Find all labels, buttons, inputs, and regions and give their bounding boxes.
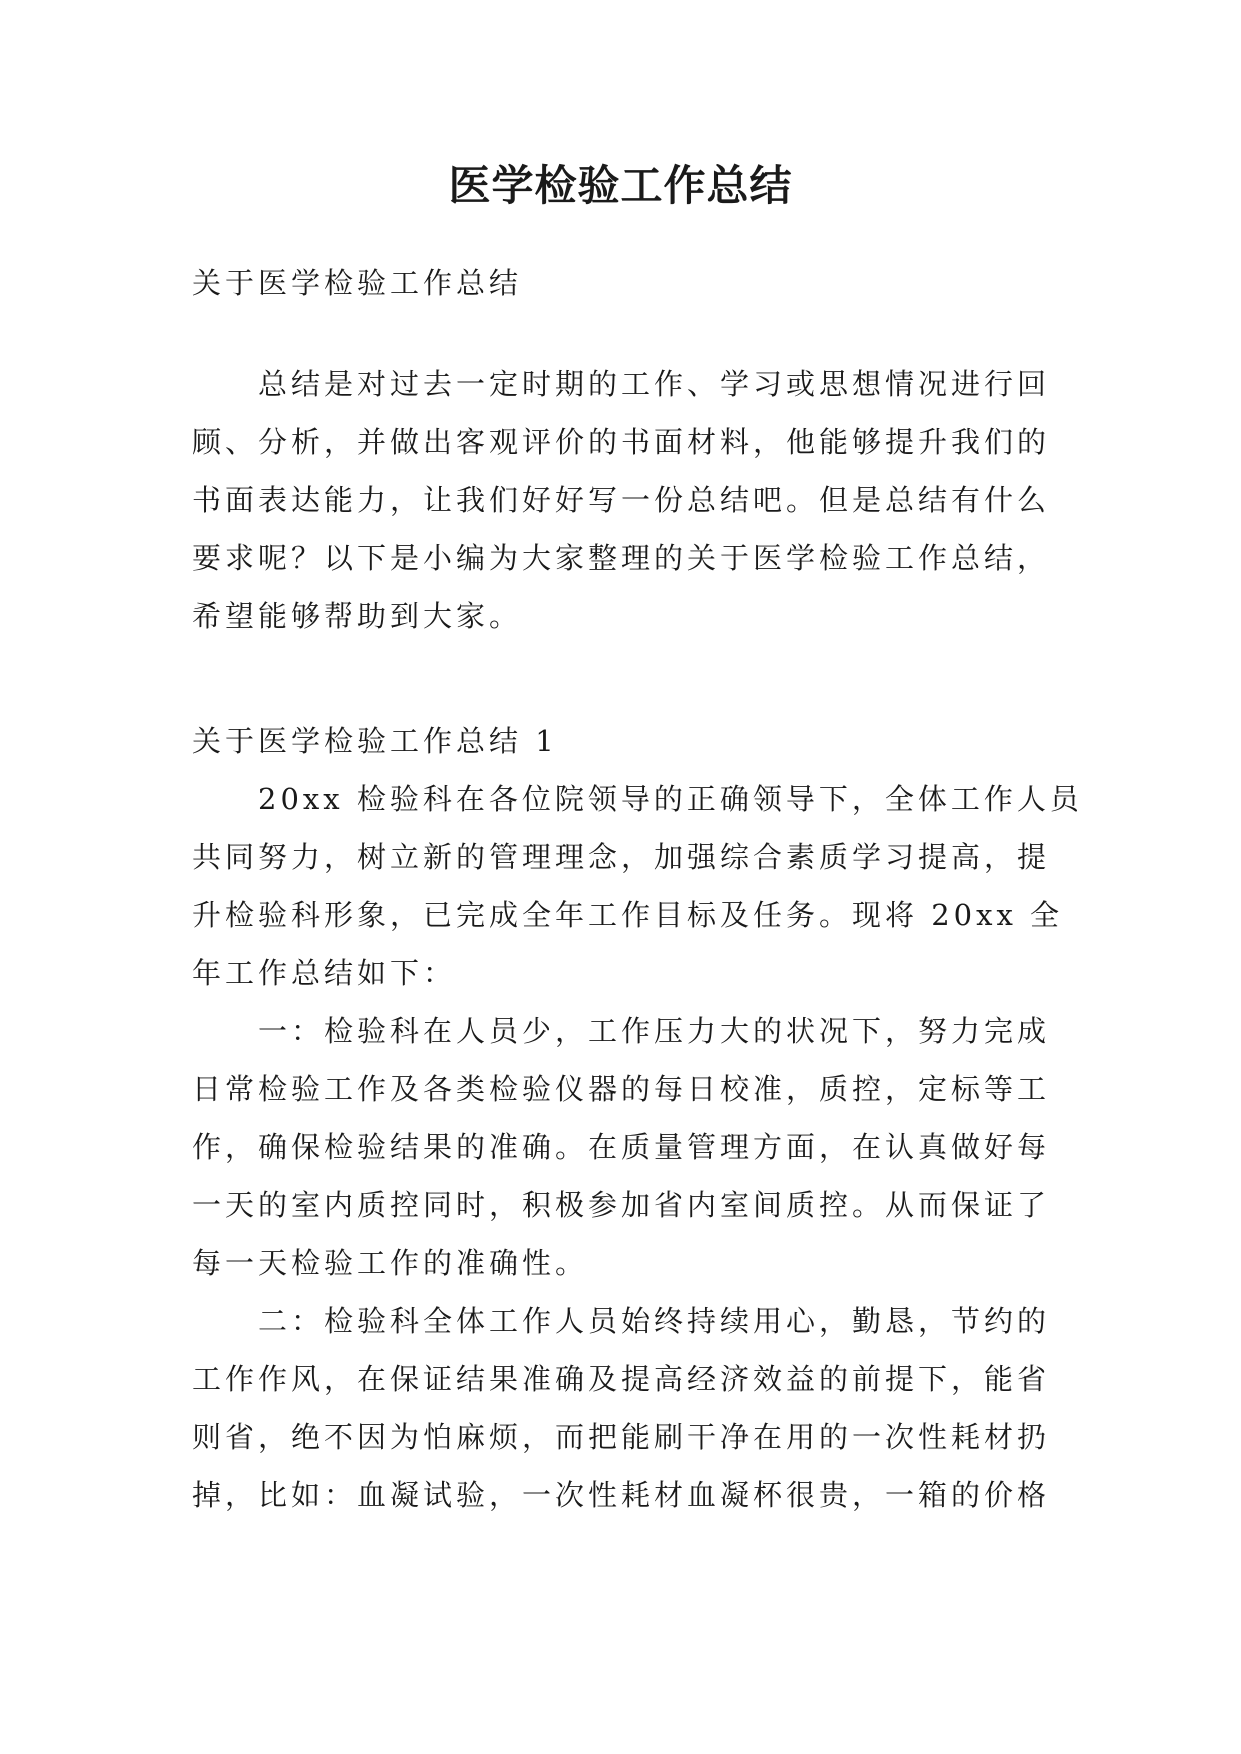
intro-line: 要求呢？以下是小编为大家整理的关于医学检验工作总结，: [192, 541, 1051, 575]
body-line: 一天的室内质控同时，积极参加省内室间质控。从而保证了: [192, 1188, 1051, 1222]
body-line: 则省，绝不因为怕麻烦，而把能刷干净在用的一次性耗材扔: [192, 1420, 1051, 1454]
intro-paragraph: [192, 355, 1072, 645]
body-line: 二：检验科全体工作人员始终持续用心，勤恳，节约的: [192, 1304, 1051, 1338]
body-line: 升检验科形象，已完成全年工作目标及任务。现将 20xx 全: [192, 898, 1064, 932]
body-line: 掉，比如：血凝试验，一次性耗材血凝杯很贵，一箱的价格: [192, 1478, 1051, 1512]
section-1-heading: 关于医学检验工作总结 1: [192, 724, 558, 758]
body-line: 年工作总结如下：: [192, 956, 457, 990]
intro-line: 希望能够帮助到大家。: [192, 599, 523, 633]
section-1-body: [192, 770, 1083, 1524]
body-line: 工作作风，在保证结果准确及提高经济效益的前提下，能省: [192, 1362, 1051, 1396]
body-line: 日常检验工作及各类检验仪器的每日校准，质控，定标等工: [192, 1072, 1051, 1106]
body-line: 作，确保检验结果的准确。在质量管理方面，在认真做好每: [192, 1130, 1051, 1164]
document-title: 医学检验工作总结: [448, 161, 793, 210]
body-line: 一：检验科在人员少，工作压力大的状况下，努力完成: [192, 1014, 1051, 1048]
body-line: 共同努力，树立新的管理理念，加强综合素质学习提高，提: [192, 840, 1051, 874]
intro-line: 总结是对过去一定时期的工作、学习或思想情况进行回: [192, 367, 1051, 401]
body-line: 每一天检验工作的准确性。: [192, 1246, 589, 1280]
document-subtitle: 关于医学检验工作总结: [192, 266, 523, 300]
intro-line: 顾、分析，并做出客观评价的书面材料，他能够提升我们的: [192, 425, 1051, 459]
intro-line: 书面表达能力，让我们好好写一份总结吧。但是总结有什么: [192, 483, 1051, 517]
body-line: 20xx 检验科在各位院领导的正确领导下，全体工作人员: [192, 782, 1083, 816]
